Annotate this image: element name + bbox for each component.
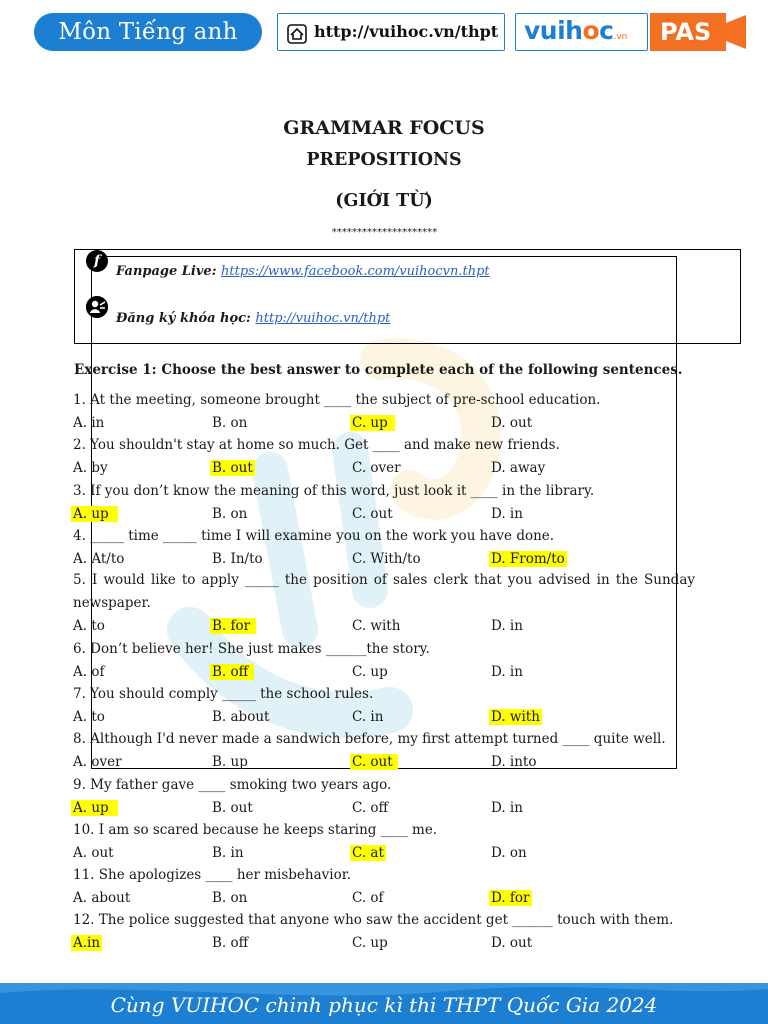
option-b: B. up: [212, 754, 248, 770]
option-b: B. in: [212, 845, 244, 861]
exercise-heading: Exercise 1: Choose the best answer to complete each of the following sentences.: [74, 362, 683, 378]
option-b-answer: B. out: [210, 460, 255, 476]
question-text: 6. Don’t believe her! She just makes ______the story.: [73, 641, 430, 657]
option-b: B. off: [212, 935, 249, 951]
option-c-answer: C. at: [352, 845, 384, 861]
option-b: B. on: [212, 506, 248, 522]
option-d-answer: D. From/to: [491, 551, 565, 567]
option-d: D. on: [491, 845, 527, 861]
option-d: D. into: [491, 754, 537, 770]
option-c: C. up: [352, 664, 388, 680]
option-a: A. of: [73, 664, 105, 680]
register-label: Đăng ký khóa học:: [116, 311, 251, 326]
subject-pill: Môn Tiếng anh: [34, 13, 262, 51]
option-a: A. At/to: [73, 551, 125, 567]
option-d: D. in: [491, 664, 523, 680]
option-c: C. off: [352, 800, 389, 816]
option-d: D. in: [491, 800, 523, 816]
option-a-answer: A. up: [71, 800, 118, 816]
option-b-answer: B. for: [210, 618, 256, 634]
option-b: B. on: [212, 890, 248, 906]
option-c: C. in: [352, 709, 384, 725]
option-a: A. out: [73, 845, 114, 861]
option-c-answer: C. out: [350, 754, 398, 770]
option-a: A. by: [73, 460, 108, 476]
register-line: [116, 311, 390, 326]
question-text: 10. I am so scared because he keeps staring ____ me.: [73, 822, 438, 838]
option-c: C. up: [352, 935, 388, 951]
url-box[interactable]: [277, 13, 505, 51]
question-text: 8. Although I'd never made a sandwich before, my first attempt turned ____ quite well.: [73, 731, 666, 747]
question-text: 1. At the meeting, someone brought ____ the subject of pre-school education.: [73, 392, 601, 408]
pas-logo: PAS: [650, 13, 746, 51]
separator-stars: *********************: [331, 227, 437, 238]
option-a: A. to: [73, 709, 105, 725]
option-d: D. out: [491, 935, 533, 951]
option-d: D. away: [491, 460, 546, 476]
header-url[interactable]: http://vuihoc.vn/thpt: [314, 22, 499, 41]
register-link[interactable]: http://vuihoc.vn/thpt: [255, 311, 391, 326]
question-text: 11. She apologizes ____ her misbehavior.: [73, 867, 352, 883]
question-text: 7. You should comply _____ the school rules.: [73, 686, 374, 702]
footer-slogan: Cùng VUIHOC chinh phục kì thi THPT Quốc Gia 2024: [110, 993, 658, 1017]
option-a: A. over: [73, 754, 122, 770]
option-d-answer: D. for: [491, 890, 530, 906]
option-b: B. out: [212, 800, 253, 816]
option-d: D. in: [491, 506, 523, 522]
home-icon: [287, 21, 307, 56]
page-title: GRAMMAR FOCUS: [283, 117, 485, 139]
facebook-icon: f: [86, 250, 108, 272]
fanpage-label: Fanpage Live:: [116, 264, 217, 279]
fanpage-line: [116, 264, 490, 279]
question-text: 12. The police suggested that anyone who saw the accident get ______ touch with them.: [73, 912, 674, 928]
option-c: C. With/to: [352, 551, 421, 567]
question-text: 4. _____ time _____ time I will examine you on the work you have done.: [73, 528, 555, 544]
page-subtitle: PREPOSITIONS: [306, 150, 462, 170]
page-subtitle-vi: (GIỚI TỪ): [335, 191, 433, 211]
footer-banner: [0, 983, 768, 1024]
option-c: C. out: [352, 506, 393, 522]
option-c: C. over: [352, 460, 401, 476]
question-text: 2. You shouldn't stay at home so much. Get ____ and make new friends.: [73, 437, 560, 453]
option-b: B. In/to: [212, 551, 263, 567]
question-text: 5. I would like to apply _____ the position of sales clerk that you advised in the Sunday newspaper.: [73, 572, 695, 611]
option-a: A. in: [73, 415, 105, 431]
option-b: B. about: [212, 709, 270, 725]
option-c-answer: C. up: [350, 415, 395, 431]
option-b-answer: B. off: [210, 664, 254, 680]
option-a-answer: A.in: [73, 935, 101, 951]
question-text: 9. My father gave ____ smoking two years ago.: [73, 777, 392, 793]
option-b: B. on: [212, 415, 248, 431]
fanpage-link[interactable]: https://www.facebook.com/vuihocvn.thpt: [221, 264, 490, 279]
option-d: D. out: [491, 415, 533, 431]
option-c: C. of: [352, 890, 384, 906]
student-icon: [86, 296, 108, 318]
option-d: D. in: [491, 618, 523, 634]
option-a-answer: A. up: [71, 506, 118, 522]
option-a: A. about: [73, 890, 131, 906]
question-text: 3. If you don’t know the meaning of this word, just look it ____ in the library.: [73, 483, 595, 499]
option-a: A. to: [73, 618, 105, 634]
option-d-answer: D. with: [491, 709, 540, 725]
vuihoc-logo: vuihoc.vn: [515, 13, 648, 51]
option-c: C. with: [352, 618, 401, 634]
